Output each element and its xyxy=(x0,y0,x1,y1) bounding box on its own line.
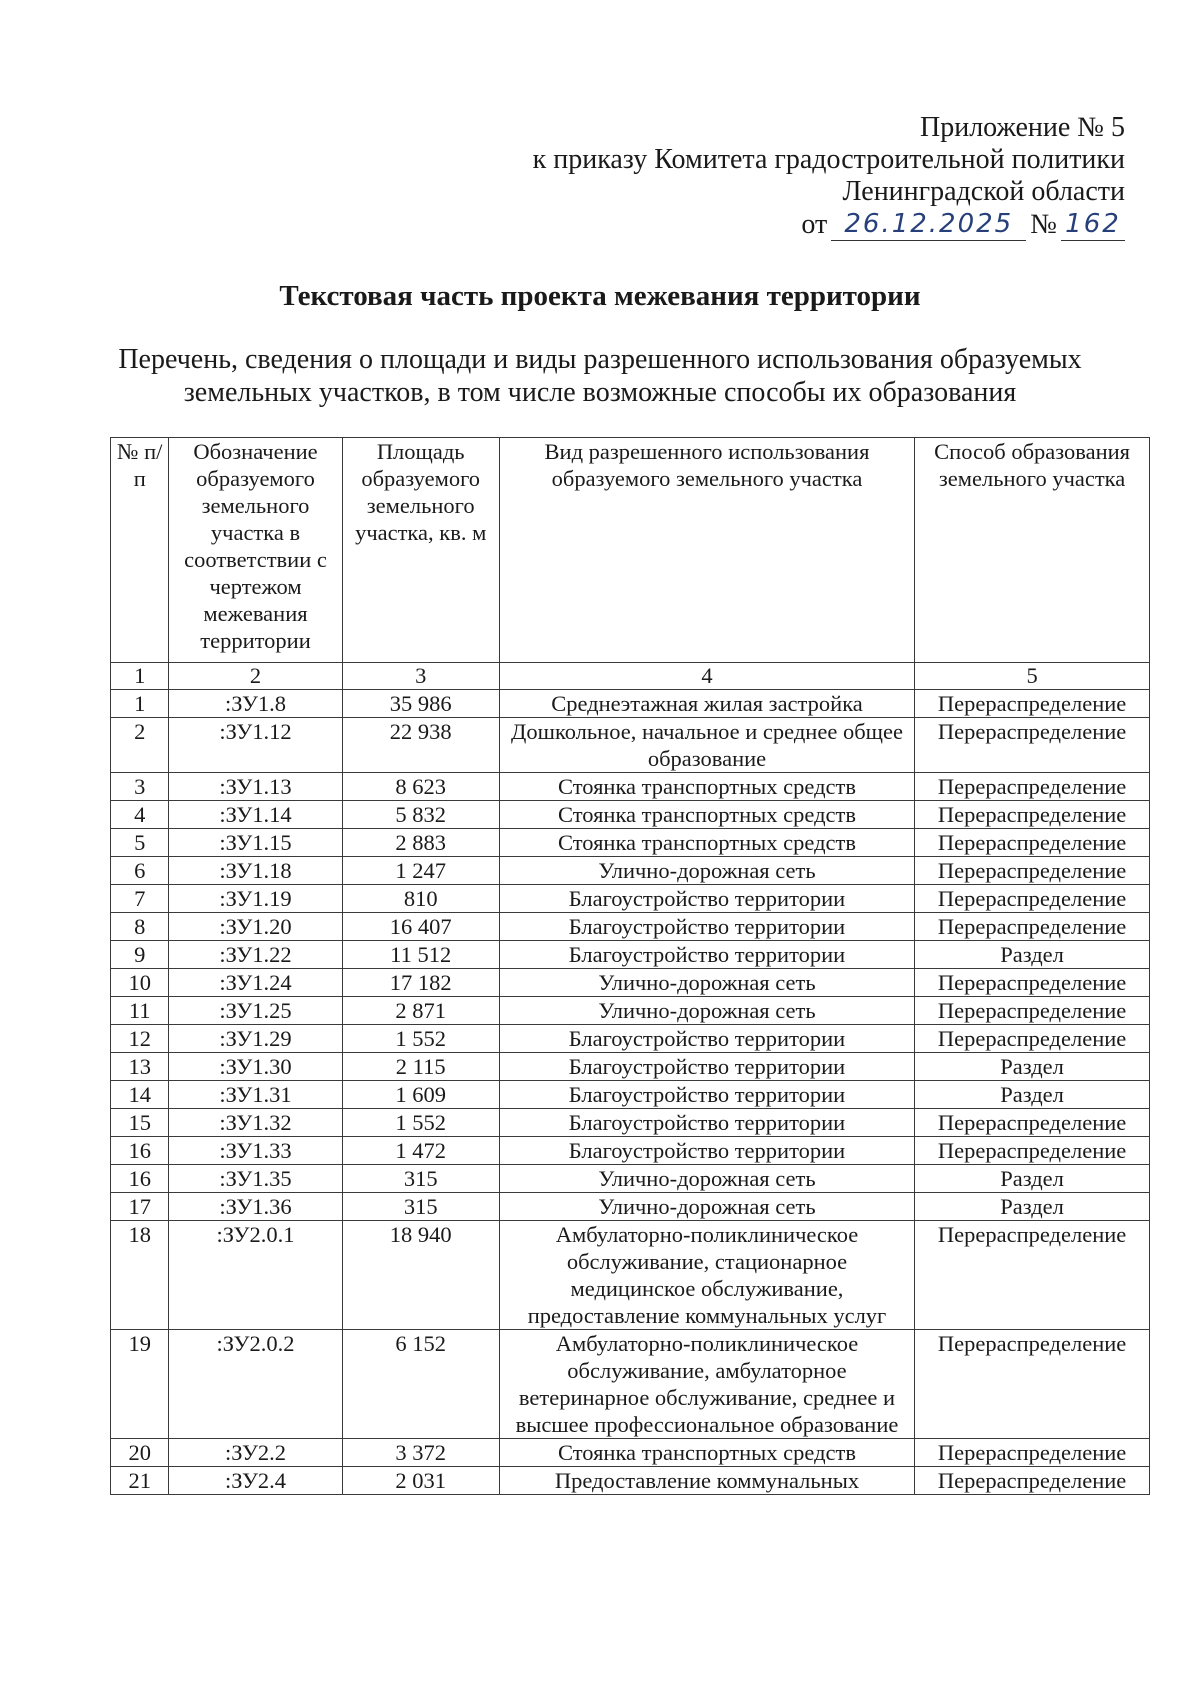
cell-permitted-use: Улично-дорожная сеть xyxy=(499,1165,914,1193)
number-label: № xyxy=(1030,209,1057,240)
cell-index: 2 xyxy=(111,718,169,773)
cell-designation: :ЗУ2.0.1 xyxy=(169,1221,342,1330)
cell-area: 17 182 xyxy=(342,969,499,997)
column-header-index: № п/п xyxy=(111,438,169,663)
column-number-row xyxy=(111,663,1150,690)
cell-area: 11 512 xyxy=(342,941,499,969)
cell-index: 5 xyxy=(111,829,169,857)
cell-area: 1 247 xyxy=(342,857,499,885)
cell-designation: :ЗУ1.30 xyxy=(169,1053,342,1081)
cell-formation-method: Перераспределение xyxy=(915,1025,1150,1053)
cell-index: 7 xyxy=(111,885,169,913)
cell-formation-method: Раздел xyxy=(915,1165,1150,1193)
cell-formation-method: Перераспределение xyxy=(915,1439,1150,1467)
cell-area: 3 372 xyxy=(342,1439,499,1467)
cell-permitted-use: Среднеэтажная жилая застройка xyxy=(499,690,914,718)
order-reference: к приказу Комитета градостроительной политики xyxy=(532,144,1125,175)
cell-index: 1 xyxy=(111,690,169,718)
cell-permitted-use: Благоустройство территории xyxy=(499,1081,914,1109)
cell-index: 14 xyxy=(111,1081,169,1109)
cell-designation: :ЗУ1.8 xyxy=(169,690,342,718)
table-row xyxy=(111,773,1150,801)
cell-formation-method: Перераспределение xyxy=(915,1467,1150,1495)
cell-designation: :ЗУ1.20 xyxy=(169,913,342,941)
cell-permitted-use: Амбулаторно-поликлиническое обслуживание, амбулаторное ветеринарное обслуживание, среднее и высшее профессиональное образование xyxy=(499,1330,914,1439)
table-caption xyxy=(100,343,1100,409)
order-date-number-line xyxy=(801,208,1125,241)
cell-formation-method: Перераспределение xyxy=(915,718,1150,773)
column-number: 2 xyxy=(169,663,342,690)
cell-index: 4 xyxy=(111,801,169,829)
cell-designation: :ЗУ1.14 xyxy=(169,801,342,829)
column-header-designation: Обозначение образуемого земельного участка в соответствии с чертежом межевания территории xyxy=(169,438,342,663)
cell-area: 315 xyxy=(342,1165,499,1193)
cell-area: 2 031 xyxy=(342,1467,499,1495)
cell-index: 12 xyxy=(111,1025,169,1053)
table-row xyxy=(111,1330,1150,1439)
cell-area: 1 552 xyxy=(342,1025,499,1053)
cell-designation: :ЗУ1.15 xyxy=(169,829,342,857)
column-number: 5 xyxy=(915,663,1150,690)
cell-designation: :ЗУ2.2 xyxy=(169,1439,342,1467)
cell-permitted-use: Благоустройство территории xyxy=(499,1053,914,1081)
cell-designation: :ЗУ1.22 xyxy=(169,941,342,969)
cell-area: 2 115 xyxy=(342,1053,499,1081)
cell-permitted-use: Улично-дорожная сеть xyxy=(499,969,914,997)
cell-permitted-use: Амбулаторно-поликлиническое обслуживание, стационарное медицинское обслуживание, предоставление коммунальных услуг xyxy=(499,1221,914,1330)
from-label: от xyxy=(801,209,828,240)
cell-permitted-use: Улично-дорожная сеть xyxy=(499,857,914,885)
cell-permitted-use: Стоянка транспортных средств xyxy=(499,1439,914,1467)
cell-permitted-use: Предоставление коммунальных xyxy=(499,1467,914,1495)
table-caption-line-2: земельных участков, в том числе возможные способы их образования xyxy=(183,377,1017,408)
cell-index: 20 xyxy=(111,1439,169,1467)
cell-permitted-use: Благоустройство территории xyxy=(499,1137,914,1165)
cell-formation-method: Перераспределение xyxy=(915,773,1150,801)
cell-formation-method: Перераспределение xyxy=(915,1109,1150,1137)
cell-area: 315 xyxy=(342,1193,499,1221)
table-row xyxy=(111,1109,1150,1137)
cell-index: 9 xyxy=(111,941,169,969)
table-row xyxy=(111,1221,1150,1330)
cell-area: 2 883 xyxy=(342,829,499,857)
cell-formation-method: Перераспределение xyxy=(915,801,1150,829)
cell-formation-method: Раздел xyxy=(915,1081,1150,1109)
cell-formation-method: Перераспределение xyxy=(915,997,1150,1025)
cell-formation-method: Перераспределение xyxy=(915,913,1150,941)
cell-index: 16 xyxy=(111,1165,169,1193)
table-row xyxy=(111,1053,1150,1081)
table-row xyxy=(111,913,1150,941)
cell-area: 2 871 xyxy=(342,997,499,1025)
cell-formation-method: Перераспределение xyxy=(915,857,1150,885)
cell-formation-method: Перераспределение xyxy=(915,885,1150,913)
cell-index: 15 xyxy=(111,1109,169,1137)
cell-permitted-use: Дошкольное, начальное и среднее общее образование xyxy=(499,718,914,773)
cell-index: 3 xyxy=(111,773,169,801)
column-header-formation-method: Способ образования земельного участка xyxy=(915,438,1150,663)
cell-permitted-use: Стоянка транспортных средств xyxy=(499,773,914,801)
table-row xyxy=(111,1025,1150,1053)
column-number: 1 xyxy=(111,663,169,690)
cell-formation-method: Раздел xyxy=(915,941,1150,969)
table-row xyxy=(111,1439,1150,1467)
cell-index: 21 xyxy=(111,1467,169,1495)
cell-designation: :ЗУ1.12 xyxy=(169,718,342,773)
table-row xyxy=(111,997,1150,1025)
cell-designation: :ЗУ1.33 xyxy=(169,1137,342,1165)
cell-permitted-use: Благоустройство территории xyxy=(499,913,914,941)
appendix-number: Приложение № 5 xyxy=(920,112,1125,143)
cell-permitted-use: Благоустройство территории xyxy=(499,885,914,913)
cell-formation-method: Раздел xyxy=(915,1053,1150,1081)
table-row xyxy=(111,718,1150,773)
table-row xyxy=(111,801,1150,829)
cell-permitted-use: Улично-дорожная сеть xyxy=(499,997,914,1025)
table-body xyxy=(111,663,1150,1495)
cell-designation: :ЗУ1.24 xyxy=(169,969,342,997)
table-row xyxy=(111,690,1150,718)
cell-formation-method: Перераспределение xyxy=(915,1330,1150,1439)
table-row xyxy=(111,969,1150,997)
cell-permitted-use: Стоянка транспортных средств xyxy=(499,829,914,857)
land-plots-table xyxy=(110,437,1150,1495)
cell-formation-method: Перераспределение xyxy=(915,1137,1150,1165)
table-row xyxy=(111,1165,1150,1193)
handwritten-date: 26.12.2025 xyxy=(831,208,1026,241)
cell-area: 22 938 xyxy=(342,718,499,773)
column-number: 4 xyxy=(499,663,914,690)
column-header-permitted-use: Вид разрешенного использования образуемого земельного участка xyxy=(499,438,914,663)
cell-designation: :ЗУ1.31 xyxy=(169,1081,342,1109)
table-row xyxy=(111,829,1150,857)
cell-index: 17 xyxy=(111,1193,169,1221)
cell-designation: :ЗУ1.25 xyxy=(169,997,342,1025)
cell-area: 35 986 xyxy=(342,690,499,718)
cell-index: 8 xyxy=(111,913,169,941)
cell-index: 18 xyxy=(111,1221,169,1330)
table-caption-line-1: Перечень, сведения о площади и виды разрешенного использования образуемых xyxy=(118,344,1082,375)
cell-designation: :ЗУ1.35 xyxy=(169,1165,342,1193)
cell-index: 11 xyxy=(111,997,169,1025)
handwritten-order-number: 162 xyxy=(1061,208,1125,241)
cell-index: 16 xyxy=(111,1137,169,1165)
cell-area: 6 152 xyxy=(342,1330,499,1439)
cell-formation-method: Перераспределение xyxy=(915,969,1150,997)
cell-area: 18 940 xyxy=(342,1221,499,1330)
cell-permitted-use: Благоустройство территории xyxy=(499,941,914,969)
cell-formation-method: Перераспределение xyxy=(915,1221,1150,1330)
cell-permitted-use: Улично-дорожная сеть xyxy=(499,1193,914,1221)
document-title: Текстовая часть проекта межевания территории xyxy=(279,280,921,312)
cell-index: 6 xyxy=(111,857,169,885)
cell-designation: :ЗУ1.29 xyxy=(169,1025,342,1053)
cell-formation-method: Раздел xyxy=(915,1193,1150,1221)
table-row xyxy=(111,941,1150,969)
column-header-area: Площадь образуемого земельного участка, кв. м xyxy=(342,438,499,663)
cell-designation: :ЗУ2.4 xyxy=(169,1467,342,1495)
cell-permitted-use: Благоустройство территории xyxy=(499,1025,914,1053)
cell-area: 1 472 xyxy=(342,1137,499,1165)
cell-index: 19 xyxy=(111,1330,169,1439)
table-row xyxy=(111,857,1150,885)
cell-designation: :ЗУ1.19 xyxy=(169,885,342,913)
cell-designation: :ЗУ2.0.2 xyxy=(169,1330,342,1439)
cell-formation-method: Перераспределение xyxy=(915,829,1150,857)
cell-area: 5 832 xyxy=(342,801,499,829)
table-row xyxy=(111,1081,1150,1109)
cell-designation: :ЗУ1.36 xyxy=(169,1193,342,1221)
cell-area: 1 609 xyxy=(342,1081,499,1109)
cell-area: 810 xyxy=(342,885,499,913)
document-header xyxy=(533,112,1125,241)
cell-permitted-use: Стоянка транспортных средств xyxy=(499,801,914,829)
cell-formation-method: Перераспределение xyxy=(915,690,1150,718)
table-row xyxy=(111,1137,1150,1165)
table-header-row xyxy=(111,438,1150,663)
cell-index: 10 xyxy=(111,969,169,997)
cell-permitted-use: Благоустройство территории xyxy=(499,1109,914,1137)
table-row xyxy=(111,885,1150,913)
cell-designation: :ЗУ1.13 xyxy=(169,773,342,801)
table-row xyxy=(111,1193,1150,1221)
cell-area: 8 623 xyxy=(342,773,499,801)
column-number: 3 xyxy=(342,663,499,690)
table-row xyxy=(111,1467,1150,1495)
cell-index: 13 xyxy=(111,1053,169,1081)
cell-area: 1 552 xyxy=(342,1109,499,1137)
cell-area: 16 407 xyxy=(342,913,499,941)
region-name: Ленинградской области xyxy=(842,176,1125,207)
cell-designation: :ЗУ1.32 xyxy=(169,1109,342,1137)
cell-designation: :ЗУ1.18 xyxy=(169,857,342,885)
